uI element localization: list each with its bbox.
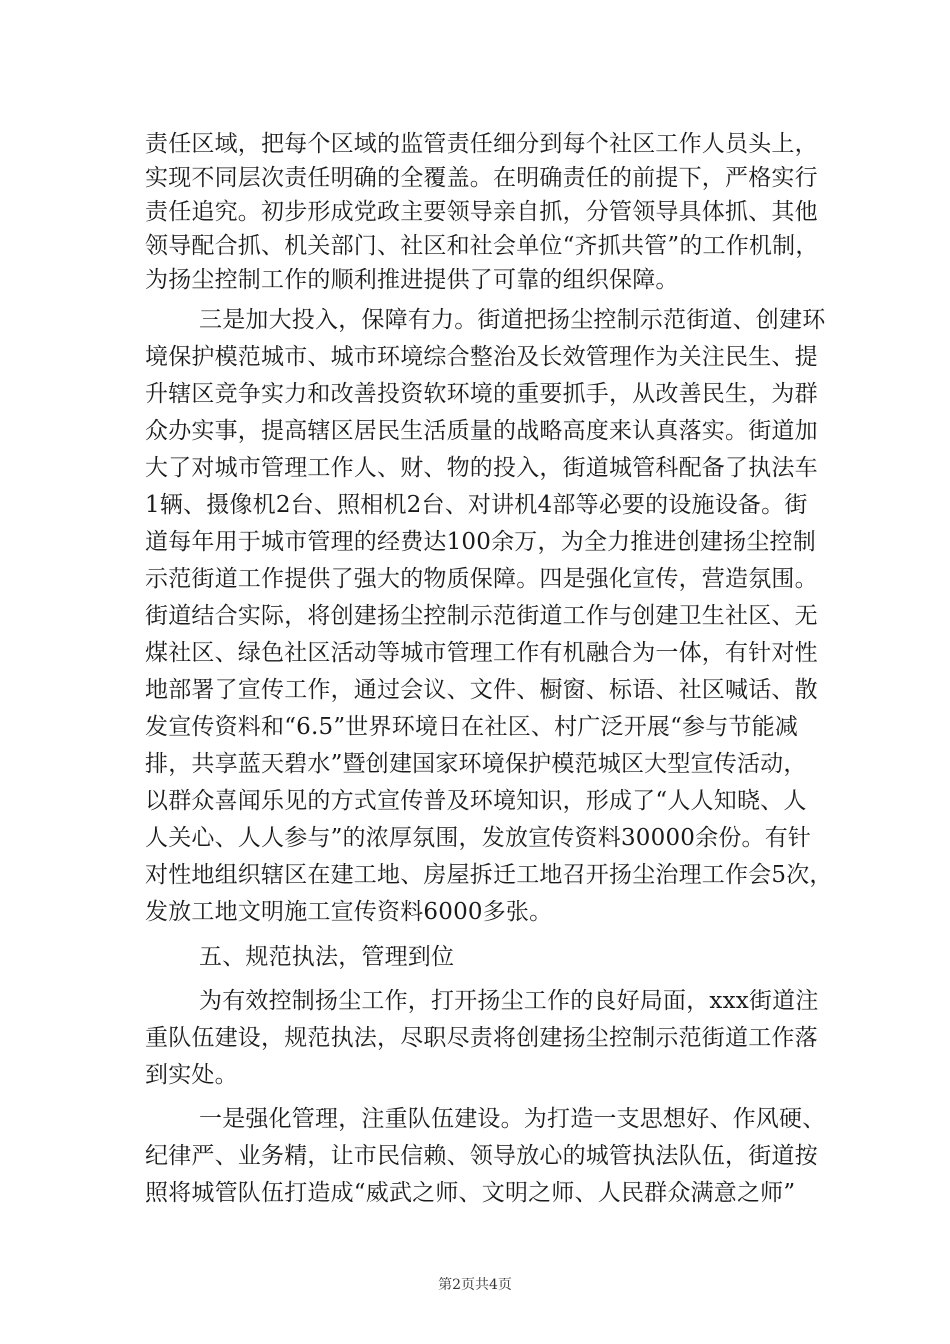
page-number: 第2页共4页 — [438, 1277, 512, 1293]
paragraph-first-line: 三是加大投入，保障有力。街道把扬尘控制示范街道、创建环 — [199, 307, 826, 333]
paragraph-first-line: 为有效控制扬尘工作，打开扬尘工作的良好局面，xxx街道注 — [199, 988, 819, 1014]
text-line: 实现不同层次责任明确的全覆盖。在明确责任的前提下，严格实行 — [145, 165, 818, 191]
text-line: 责任区域，把每个区域的监管责任细分到每个社区工作人员头上， — [145, 131, 818, 157]
text-line: 发放工地文明施工宣传资料6000多张。 — [145, 899, 553, 925]
section-heading: 五、规范执法，管理到位 — [199, 944, 455, 970]
text-line: 大了对城市管理工作人、财、物的投入，街道城管科配备了执法车 — [145, 455, 818, 481]
text-line: 升辖区竞争实力和改善投资软环境的重要抓手，从改善民生，为群 — [145, 381, 818, 407]
text-line: 煤社区、绿色社区活动等城市管理工作有机融合为一体，有针对性 — [145, 640, 818, 666]
text-line: 到实处。 — [145, 1062, 238, 1088]
text-line: 众办实事，提高辖区居民生活质量的战略高度来认真落实。街道加 — [145, 418, 818, 444]
text-line: 领导配合抓、机关部门、社区和社会单位“齐抓共管”的工作机制， — [145, 233, 819, 259]
text-line: 纪律严、业务精，让市民信赖、领导放心的城管执法队伍，街道按 — [145, 1143, 818, 1169]
text-line: 以群众喜闻乐见的方式宣传普及环境知识，形成了“人人知晓、人 — [145, 788, 807, 814]
paragraph-first-line: 一是强化管理，注重队伍建设。为打造一支思想好、作风硬、 — [199, 1106, 826, 1132]
text-line: 对性地组织辖区在建工地、房屋拆迁工地召开扬尘治理工作会5次， — [145, 862, 833, 888]
text-line: 排，共享蓝天碧水”暨创建国家环境保护模范城区大型宣传活动， — [145, 751, 807, 777]
text-line: 道每年用于城市管理的经费达100余万，为全力推进创建扬尘控制 — [145, 529, 816, 555]
text-line: 街道结合实际，将创建扬尘控制示范街道工作与创建卫生社区、无 — [145, 603, 818, 629]
text-line: 照将城管队伍打造成“威武之师、文明之师、人民群众满意之师” — [145, 1180, 796, 1206]
text-line: 为扬尘控制工作的顺利推进提供了可靠的组织保障。 — [145, 267, 679, 293]
text-line: 责任追究。初步形成党政主要领导亲自抓，分管领导具体抓、其他 — [145, 199, 818, 225]
text-line: 发宣传资料和“6.5”世界环境日在社区、村广泛开展“参与节能减 — [145, 714, 799, 740]
text-line: 地部署了宣传工作，通过会议、文件、橱窗、标语、社区喊话、散 — [145, 677, 818, 703]
text-line: 示范街道工作提供了强大的物质保障。四是强化宣传，营造氛围。 — [145, 566, 818, 592]
text-line: 重队伍建设，规范执法，尽职尽责将创建扬尘控制示范街道工作落 — [145, 1025, 818, 1051]
text-line: 1辆、摄像机2台、照相机2台、对讲机4部等必要的设施设备。街 — [145, 492, 808, 518]
page-footer — [0, 1276, 950, 1294]
text-line: 人关心、人人参与”的浓厚氛围，发放宣传资料30000余份。有针 — [145, 825, 812, 851]
text-line: 境保护模范城市、城市环境综合整治及长效管理作为关注民生、提 — [145, 344, 818, 370]
